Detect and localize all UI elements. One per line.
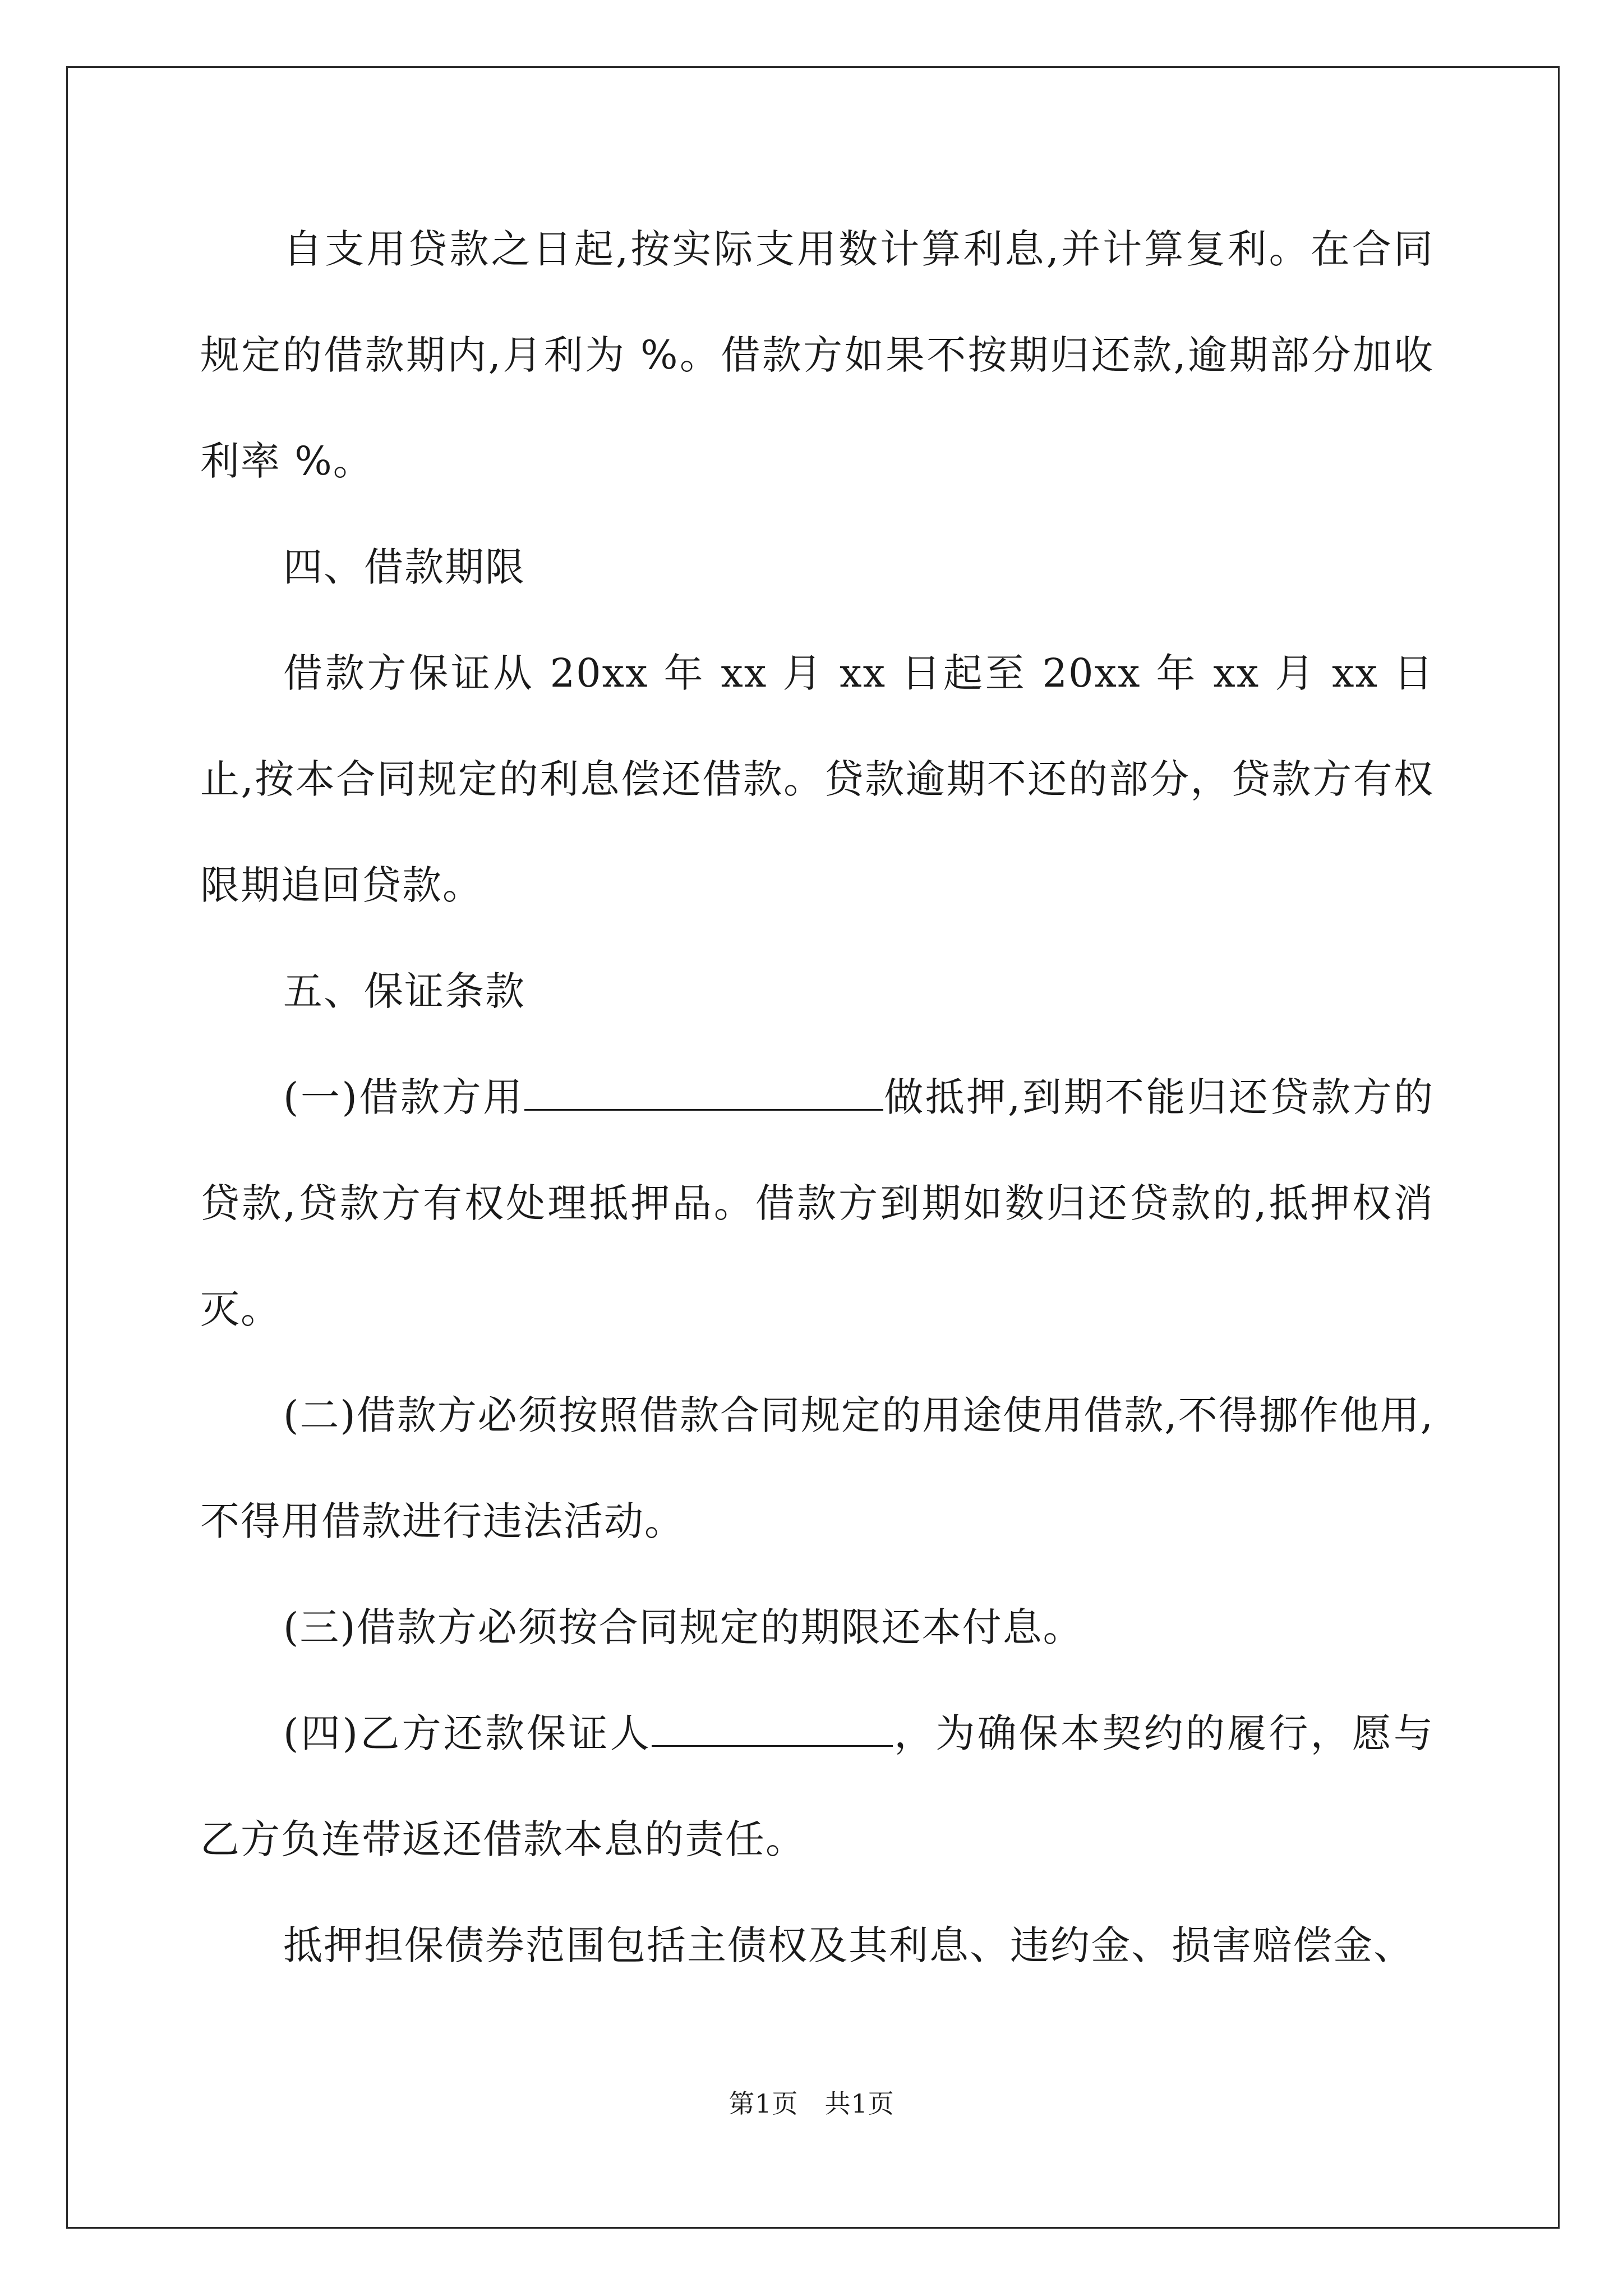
document-body — [200, 196, 1434, 1999]
collateral-text-before: (一)借款方用 — [283, 1074, 524, 1120]
paragraph-loan-term: 借款方保证从 20xx 年 xx 月 xx 日起至 20xx 年 xx 月 xx 日止,按本合同规定的利息偿还借款。贷款逾期不还的部分，贷款方有权限期追回贷款。 — [200, 650, 1434, 908]
collateral-text-after: 做抵押,到期不能归还贷款方的贷款,贷款方有权处理抵押品。借款方到期如数归还贷款的,抵押权消灭。 — [200, 1074, 1435, 1332]
paragraph-scope: 抵押担保债券范围包括主债权及其利息、违约金、损害赔偿金、 — [283, 1922, 1414, 1968]
heading-guarantee-clause: 五、保证条款 — [283, 968, 525, 1014]
guarantor-text-before: (四)乙方还款保证人 — [283, 1710, 652, 1756]
paragraph-guarantor — [200, 1681, 1434, 1893]
guarantor-blank-line — [652, 1711, 893, 1747]
heading-loan-term: 四、借款期限 — [283, 544, 525, 590]
paragraph-repayment: (三)借款方必须按合同规定的期限还本付息。 — [283, 1604, 1083, 1650]
paragraph-interest: 自支用贷款之日起,按实际支用数计算利息,并计算复利。在合同规定的借款期内,月利为 %。借款方如果不按期归还款,逾期部分加收利率 %。 — [200, 226, 1434, 484]
collateral-blank-line — [524, 1075, 883, 1111]
guarantor-text-after: ，为确保本契约的履行，愿与乙方负连带返还借款本息的责任。 — [200, 1710, 1435, 1862]
page-footer: 第1页 共1页 — [728, 2088, 895, 2119]
paragraph-collateral — [200, 1045, 1434, 1363]
paragraph-usage: (二)借款方必须按照借款合同规定的用途使用借款,不得挪作他用,不得用借款进行违法活动。 — [200, 1392, 1434, 1544]
